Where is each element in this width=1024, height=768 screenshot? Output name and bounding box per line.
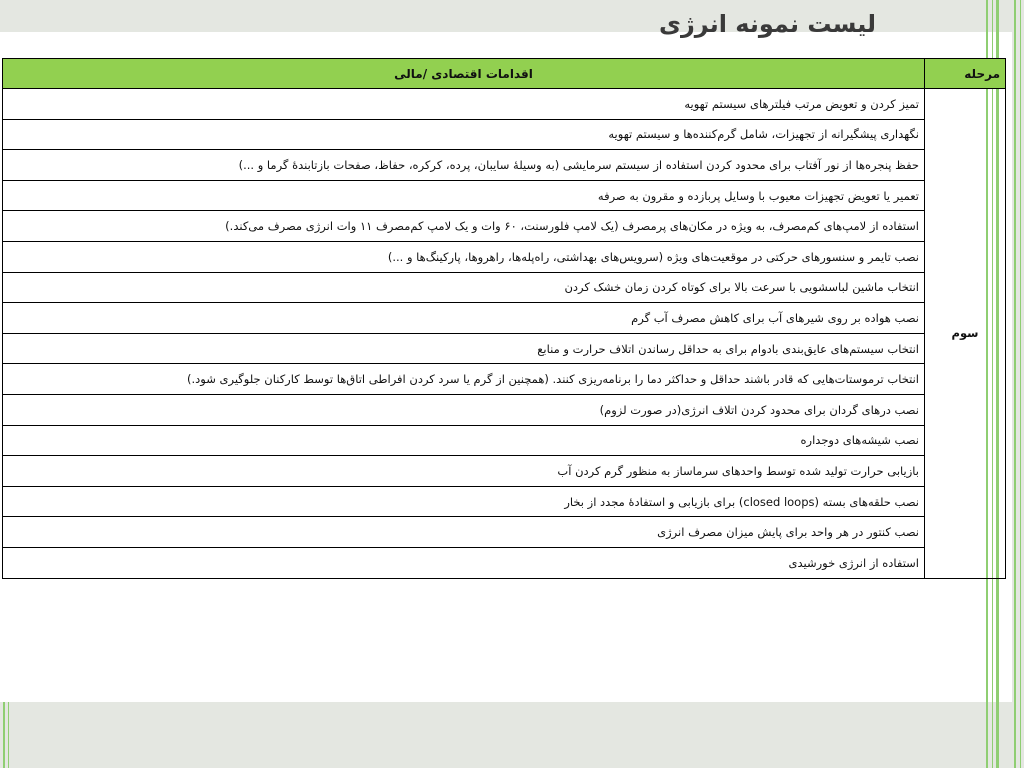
action-cell: تعمیر یا تعویض تجهیزات معیوب با وسایل پربازده و مقرون به صرفه <box>3 180 925 211</box>
action-cell: بازیابی حرارت تولید شده توسط واحدهای سرماساز به منظور گرم کردن آب <box>3 456 925 487</box>
action-cell: نگهداری پیشگیرانه از تجهیزات، شامل گرم‌کننده‌ها و سیستم تهویه <box>3 119 925 150</box>
table-row <box>3 89 1006 120</box>
decorative-rule <box>8 702 9 768</box>
table-row <box>3 303 1006 334</box>
table-row <box>3 150 1006 181</box>
page-title: لیست نمونه انرژی <box>658 10 876 38</box>
action-cell: نصب تایمر و سنسورهای حرکتی در موقعیت‌های ویژه (سرویس‌های بهداشتی، راه‌پله‌ها، راهروها، پارکینگ‌ها و ...) <box>3 241 925 272</box>
action-cell: استفاده از انرژی خورشیدی <box>3 547 925 578</box>
action-cell: تمیز کردن و تعویض مرتب فیلترهای سیستم تهویه <box>3 89 925 120</box>
action-cell: انتخاب ماشین لباسشویی با سرعت بالا برای کوتاه کردن زمان خشک کردن <box>3 272 925 303</box>
table-row <box>3 211 1006 242</box>
table-row <box>3 119 1006 150</box>
action-cell: نصب شیشه‌های دوجداره <box>3 425 925 456</box>
action-cell: استفاده از لامپ‌های کم‌مصرف، به ویژه در مکان‌های پرمصرف (یک لامپ فلورسنت، ۶۰ وات و یک لامپ کم‌مصرف ۱۱ وات انرژی مصرف می‌کند.) <box>3 211 925 242</box>
action-cell: حفظ پنجره‌ها از نور آفتاب برای محدود کردن استفاده از سیستم سرمایشی (به وسیلهٔ سایبان، پرده، کرکره، حفاظ، صفحات بازتابندهٔ گرما و ...) <box>3 150 925 181</box>
action-cell: نصب درهای گردان برای محدود کردن اتلاف انرژی(در صورت لزوم) <box>3 394 925 425</box>
energy-checklist-table <box>2 58 1006 579</box>
table-row <box>3 394 1006 425</box>
header-actions: اقدامات اقتصادی /مالی <box>3 59 925 89</box>
action-cell: نصب کنتور در هر واحد برای پایش میزان مصرف انرژی <box>3 517 925 548</box>
action-cell: نصب هواده بر روی شیرهای آب برای کاهش مصرف آب گرم <box>3 303 925 334</box>
decorative-rule <box>3 702 5 768</box>
action-cell: انتخاب سیستم‌های عایق‌بندی بادوام برای به حداقل رساندن اتلاف حرارت و منابع <box>3 333 925 364</box>
action-cell: انتخاب ترموستات‌هایی که قادر باشند حداقل و حداکثر دما را برنامه‌ریزی کنند. (همچنین از گرم یا سرد کردن افراطی اتاق‌ها توسط کارکنان جلوگیری شود.) <box>3 364 925 395</box>
table-row <box>3 180 1006 211</box>
table-row <box>3 517 1006 548</box>
table-row <box>3 333 1006 364</box>
table-row <box>3 364 1006 395</box>
table-row <box>3 425 1006 456</box>
table-row <box>3 486 1006 517</box>
table-header-row <box>3 59 1006 89</box>
decorative-rule <box>1014 0 1016 768</box>
table-row <box>3 241 1006 272</box>
action-cell: نصب حلقه‌های بسته (closed loops) برای بازیابی و استفادهٔ مجدد از بخار <box>3 486 925 517</box>
header-stage: مرحله <box>925 59 1006 89</box>
table-row <box>3 456 1006 487</box>
decorative-rule <box>1020 0 1021 768</box>
stage-cell: سوم <box>925 89 1006 579</box>
table-row <box>3 547 1006 578</box>
table-row <box>3 272 1006 303</box>
